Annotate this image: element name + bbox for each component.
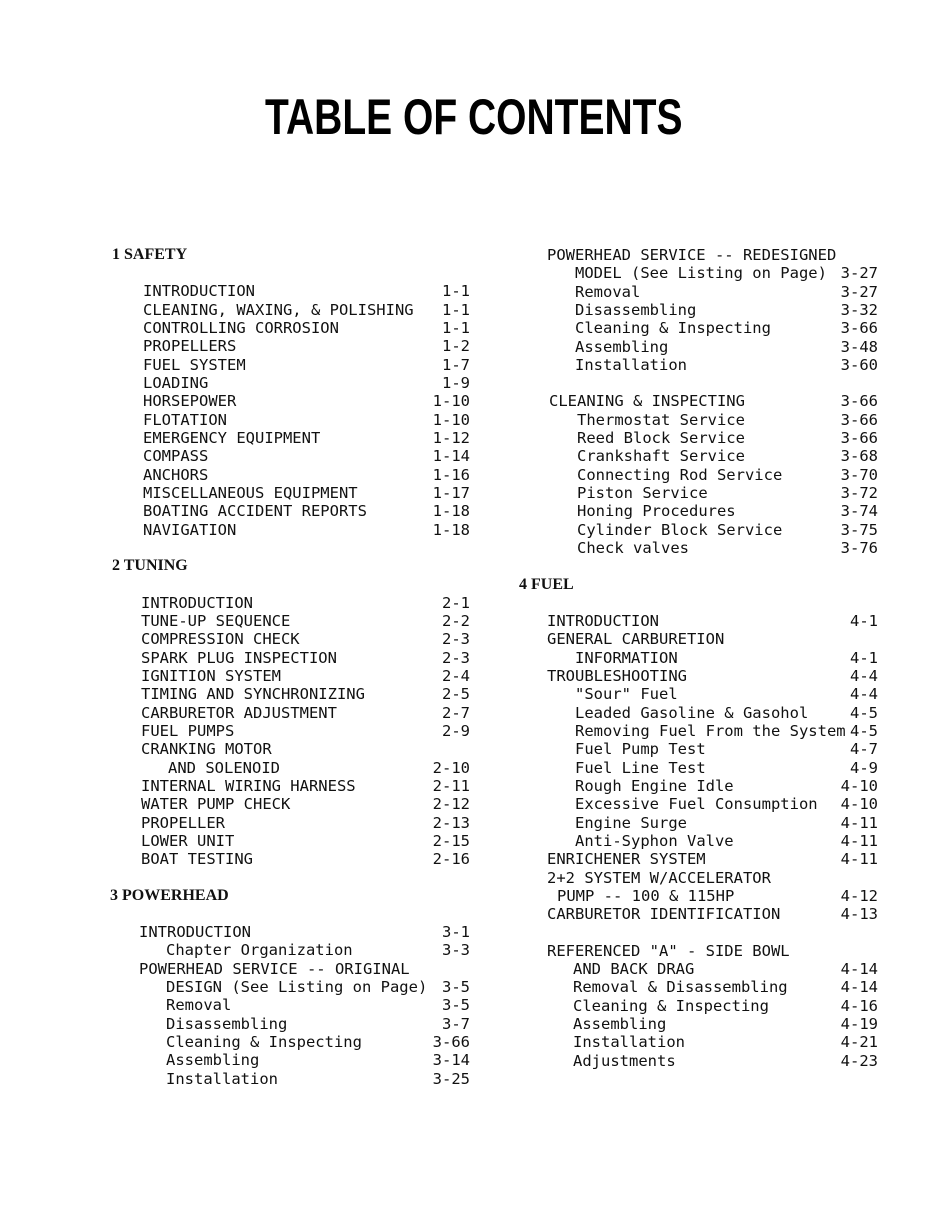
toc-entry-page: 1-1 [442, 319, 470, 338]
toc-entry-page: 4-11 [840, 813, 878, 832]
toc-entry [547, 667, 878, 685]
toc-entry-page: 2-16 [432, 850, 470, 869]
toc-entry-page: 1-9 [442, 374, 470, 393]
toc-entry [112, 612, 470, 630]
toc-entry-page: 2-1 [442, 593, 470, 612]
toc-entry-label: Fuel Pump Test [575, 740, 706, 759]
toc-entry-page: 1-2 [442, 337, 470, 356]
toc-entry-page: 4-14 [840, 960, 878, 979]
toc-entry-label: INTRODUCTION [547, 611, 659, 630]
toc-entry-page: 3-3 [442, 941, 470, 960]
toc-entry-page: 1-17 [432, 484, 470, 503]
toc-entry [112, 630, 470, 648]
toc-entry-label: BOAT TESTING [141, 850, 253, 869]
toc-entry-label: CLEANING, WAXING, & POLISHING [143, 300, 414, 319]
toc-entry [112, 356, 470, 374]
toc-entry-label: ANCHORS [143, 465, 209, 484]
toc-list-safety [112, 282, 470, 539]
toc-entry-label: Installation [166, 1069, 278, 1088]
toc-entry-label: TIMING AND SYNCHRONIZING [141, 685, 365, 704]
toc-entry-label: AND BACK DRAG [573, 960, 695, 979]
toc-entry-label: TUNE-UP SEQUENCE [141, 611, 291, 630]
toc-entry-label: Engine Surge [575, 813, 687, 832]
toc-entry-page: 3-27 [840, 264, 878, 283]
toc-entry-label: AND SOLENOID [168, 758, 280, 777]
toc-entry-label: TROUBLESHOOTING [547, 666, 687, 685]
toc-entry-label: Assembling [166, 1051, 260, 1070]
toc-entry [112, 502, 470, 520]
toc-entry-page: 3-66 [432, 1033, 470, 1052]
toc-entry [547, 795, 878, 813]
toc-entry-page: 2-15 [432, 831, 470, 850]
toc-entry [547, 301, 878, 319]
toc-entry-label: CLEANING & INSPECTING [549, 392, 745, 411]
toc-entry-page: 2-3 [442, 630, 470, 649]
toc-entry [547, 502, 878, 520]
toc-entry-label: Disassembling [166, 1014, 288, 1033]
toc-entry-label: Adjustments [573, 1051, 676, 1070]
toc-entry [547, 447, 878, 465]
toc-entry-label: DESIGN (See Listing on Page) [166, 978, 428, 997]
toc-entry [547, 649, 878, 667]
toc-entry-page: 2-4 [442, 666, 470, 685]
toc-entry-page: 4-11 [840, 850, 878, 869]
toc-entry [547, 466, 878, 484]
toc-entry [112, 759, 470, 777]
toc-entry-label: PROPELLER [141, 813, 225, 832]
toc-entry-label: POWERHEAD SERVICE -- REDESIGNED [547, 246, 837, 264]
toc-entry [547, 1015, 878, 1033]
toc-entry [547, 246, 878, 264]
toc-entry [547, 960, 878, 978]
toc-entry-label: Removing Fuel From the System [575, 721, 846, 740]
toc-entry-label: FUEL SYSTEM [143, 355, 246, 374]
toc-entry-label: FLOTATION [143, 410, 227, 429]
toc-entry-label: COMPRESSION CHECK [141, 630, 300, 649]
toc-entry [547, 1033, 878, 1051]
toc-entry-page: 2-2 [442, 611, 470, 630]
toc-entry-label: HORSEPOWER [143, 392, 237, 411]
toc-entry-page: 3-5 [442, 996, 470, 1015]
toc-entry-page: 4-5 [850, 703, 878, 722]
toc-entry-label: GENERAL CARBURETION [547, 630, 725, 649]
toc-entry-label: Excessive Fuel Consumption [575, 795, 818, 814]
toc-list-powerhead [112, 923, 470, 1088]
toc-right-column [519, 246, 878, 1070]
toc-entry [547, 740, 878, 758]
toc-entry-page: 3-66 [840, 392, 878, 411]
toc-entry-page: 3-27 [840, 282, 878, 301]
toc-entry [112, 649, 470, 667]
toc-entry [112, 667, 470, 685]
toc-entry-page: 2-7 [442, 703, 470, 722]
toc-entry [547, 759, 878, 777]
toc-entry [112, 319, 470, 337]
toc-entry-label: Thermostat Service [577, 410, 745, 429]
toc-entry [112, 429, 470, 447]
toc-entry-page: 4-12 [840, 887, 878, 905]
toc-entry [547, 942, 878, 960]
toc-entry-page: 3-32 [840, 301, 878, 320]
toc-entry-label: Removal & Disassembling [573, 978, 788, 997]
toc-entry [547, 612, 878, 630]
toc-entry [112, 282, 470, 300]
toc-entry-label: PUMP -- 100 & 115HP [557, 887, 735, 905]
toc-entry [112, 1033, 470, 1051]
toc-entry [547, 777, 878, 795]
toc-entry-label: Cleaning & Inspecting [166, 1033, 362, 1052]
toc-entry [547, 356, 878, 374]
toc-entry-page: 3-14 [432, 1051, 470, 1070]
toc-entry-label: MODEL (See Listing on Page) [575, 264, 827, 283]
toc-entry-label: CONTROLLING CORROSION [143, 319, 339, 338]
toc-entry [547, 832, 878, 850]
toc-entry-label: INFORMATION [575, 648, 678, 667]
toc-entry-label: INTRODUCTION [141, 593, 253, 612]
toc-entry-page: 3-74 [840, 502, 878, 521]
toc-entry [547, 978, 878, 996]
toc-entry-label: Reed Block Service [577, 429, 745, 448]
toc-entry [112, 850, 470, 868]
toc-entry-page: 1-1 [442, 300, 470, 319]
toc-entry-label: Cylinder Block Service [577, 520, 783, 539]
toc-entry-label: EMERGENCY EQUIPMENT [143, 429, 321, 448]
toc-entry [112, 392, 470, 410]
toc-entry-page: 1-16 [432, 465, 470, 484]
toc-entry-page: 2-12 [432, 795, 470, 814]
toc-entry-page: 2-9 [442, 721, 470, 740]
toc-entry [547, 338, 878, 356]
toc-entry-label: POWERHEAD SERVICE -- ORIGINAL [139, 959, 410, 978]
toc-entry-page: 3-7 [442, 1014, 470, 1033]
toc-entry-page: 3-72 [840, 484, 878, 503]
toc-entry [112, 777, 470, 795]
toc-entry-label: FUEL PUMPS [141, 721, 235, 740]
toc-entry-page: 3-66 [840, 319, 878, 338]
toc-list-redesigned [547, 246, 878, 374]
section-heading: 1 SAFETY [112, 246, 188, 263]
toc-entry-page: 4-21 [840, 1033, 878, 1052]
toc-entry-label: Cleaning & Inspecting [573, 996, 769, 1015]
toc-entry-label: Rough Engine Idle [575, 776, 734, 795]
toc-entry [112, 832, 470, 850]
toc-entry [547, 1052, 878, 1070]
toc-entry-page: 1-10 [432, 392, 470, 411]
toc-entry-page: 4-10 [840, 776, 878, 795]
toc-entry-label: LOADING [143, 374, 209, 393]
toc-entry-label: Crankshaft Service [577, 447, 745, 466]
toc-entry [112, 447, 470, 465]
toc-entry [547, 411, 878, 429]
toc-entry [547, 319, 878, 337]
toc-entry [547, 814, 878, 832]
toc-entry [547, 264, 878, 282]
toc-entry-label: Assembling [573, 1015, 667, 1034]
toc-list-cleaning [547, 392, 878, 557]
toc-entry-label: SPARK PLUG INSPECTION [141, 648, 337, 667]
toc-entry [112, 466, 470, 484]
toc-entry [547, 429, 878, 447]
toc-entry-page: 4-14 [840, 978, 878, 997]
toc-entry [112, 960, 470, 978]
toc-entry-page: 3-1 [442, 923, 470, 941]
toc-entry [112, 374, 470, 392]
toc-list-fuel [547, 612, 878, 924]
toc-entry-page: 4-10 [840, 795, 878, 814]
toc-entry-label: Installation [575, 356, 687, 375]
toc-entry-page: 3-70 [840, 465, 878, 484]
toc-entry-page: 4-1 [850, 611, 878, 630]
toc-entry-label: Anti-Syphon Valve [575, 831, 734, 850]
toc-entry-page: 4-9 [850, 758, 878, 777]
toc-entry [547, 887, 878, 905]
toc-entry-label: INTRODUCTION [143, 282, 255, 301]
toc-entry [547, 704, 878, 722]
toc-left-column [112, 246, 470, 1088]
toc-entry-label: LOWER UNIT [141, 831, 235, 850]
toc-entry-label: 2+2 SYSTEM W/ACCELERATOR [547, 868, 771, 887]
toc-entry [112, 941, 470, 959]
section-heading: 2 TUNING [112, 557, 188, 575]
toc-entry-label: Disassembling [575, 301, 697, 320]
toc-entry [112, 996, 470, 1014]
toc-entry [112, 740, 470, 758]
toc-list-referenced [547, 942, 878, 1070]
toc-entry-label: Chapter Organization [166, 941, 353, 960]
section-heading: 3 POWERHEAD [110, 886, 229, 904]
toc-entry-page: 3-48 [840, 337, 878, 356]
toc-entry-page: 1-7 [442, 355, 470, 374]
toc-entry-label: BOATING ACCIDENT REPORTS [143, 502, 367, 521]
toc-entry [547, 283, 878, 301]
toc-entry-label: INTERNAL WIRING HARNESS [141, 776, 356, 795]
toc-entry [112, 795, 470, 813]
toc-entry-label: Connecting Rod Service [577, 465, 783, 484]
toc-entry [112, 337, 470, 355]
toc-entry-page: 4-11 [840, 831, 878, 850]
toc-entry-page: 4-7 [850, 740, 878, 759]
toc-entry [112, 594, 470, 612]
toc-entry-label: Fuel Line Test [575, 758, 706, 777]
toc-entry-page: 2-11 [432, 776, 470, 795]
toc-entry-label: PROPELLERS [143, 337, 237, 356]
toc-entry-label: Check valves [577, 539, 689, 558]
toc-entry-page: 1-1 [442, 282, 470, 301]
toc-entry-page: 1-12 [432, 429, 470, 448]
toc-entry [112, 704, 470, 722]
toc-entry-label: ENRICHENER SYSTEM [547, 850, 706, 869]
toc-entry [547, 685, 878, 703]
toc-entry-label: "Sour" Fuel [575, 685, 678, 704]
toc-entry-page: 3-76 [840, 539, 878, 558]
toc-entry-page: 3-68 [840, 447, 878, 466]
toc-entry-label: Cleaning & Inspecting [575, 319, 771, 338]
toc-entry [547, 521, 878, 539]
toc-entry [547, 539, 878, 557]
toc-entry-page: 3-60 [840, 356, 878, 375]
toc-entry [547, 484, 878, 502]
toc-entry-page: 4-19 [840, 1015, 878, 1034]
toc-entry-page: 4-1 [850, 648, 878, 667]
section-heading: 4 FUEL [519, 575, 574, 593]
toc-entry-label: REFERENCED "A" - SIDE BOWL [547, 941, 790, 960]
toc-entry [547, 905, 878, 923]
toc-entry-label: CRANKING MOTOR [141, 740, 272, 759]
toc-entry [547, 630, 878, 648]
toc-entry-page: 2-3 [442, 648, 470, 667]
toc-entry [112, 1070, 470, 1088]
toc-entry-page: 1-10 [432, 410, 470, 429]
toc-entry-page: 4-13 [840, 905, 878, 924]
toc-entry [112, 722, 470, 740]
toc-entry-label: Honing Procedures [577, 502, 736, 521]
toc-entry-page: 4-23 [840, 1051, 878, 1070]
toc-entry [547, 392, 878, 410]
toc-entry-label: Installation [573, 1033, 685, 1052]
toc-entry-page: 1-18 [432, 502, 470, 521]
toc-entry-label: COMPASS [143, 447, 209, 466]
toc-entry-page: 3-5 [442, 978, 470, 997]
toc-entry [112, 521, 470, 539]
toc-entry-page: 4-4 [850, 666, 878, 685]
toc-entry-page: 3-66 [840, 410, 878, 429]
toc-entry-label: CARBURETOR ADJUSTMENT [141, 703, 337, 722]
toc-entry-page: 4-4 [850, 685, 878, 704]
toc-entry-label: Piston Service [577, 484, 708, 503]
toc-entry-page: 2-5 [442, 685, 470, 704]
toc-entry [547, 850, 878, 868]
toc-entry-label: IGNITION SYSTEM [141, 666, 281, 685]
toc-entry-label: INTRODUCTION [139, 923, 251, 941]
toc-entry-page: 4-5 [850, 721, 878, 740]
toc-entry-page: 1-14 [432, 447, 470, 466]
toc-entry-label: WATER PUMP CHECK [141, 795, 291, 814]
toc-entry [112, 1015, 470, 1033]
toc-entry-page: 2-13 [432, 813, 470, 832]
toc-entry-page: 3-75 [840, 520, 878, 539]
toc-entry [112, 814, 470, 832]
toc-entry [112, 978, 470, 996]
toc-list-tuning [112, 594, 470, 869]
toc-entry-label: NAVIGATION [143, 520, 237, 539]
toc-entry-page: 3-25 [432, 1069, 470, 1088]
toc-entry-label: CARBURETOR IDENTIFICATION [547, 905, 781, 924]
toc-entry-label: MISCELLANEOUS EQUIPMENT [143, 484, 358, 503]
toc-entry-page: 1-18 [432, 520, 470, 539]
toc-entry [112, 685, 470, 703]
toc-entry [112, 923, 470, 941]
toc-entry [547, 869, 878, 887]
page-title: TABLE OF CONTENTS [265, 89, 683, 145]
toc-entry-page: 4-16 [840, 996, 878, 1015]
toc-entry [112, 301, 470, 319]
toc-entry [112, 484, 470, 502]
toc-entry [547, 722, 878, 740]
toc-entry [112, 411, 470, 429]
toc-entry-label: Leaded Gasoline & Gasohol [575, 703, 809, 722]
toc-entry-label: Removal [166, 996, 232, 1015]
toc-entry-page: 2-10 [432, 758, 470, 777]
toc-entry-label: Removal [575, 282, 641, 301]
toc-entry [112, 1051, 470, 1069]
toc-entry [547, 997, 878, 1015]
toc-entry-label: Assembling [575, 337, 669, 356]
toc-entry-page: 3-66 [840, 429, 878, 448]
